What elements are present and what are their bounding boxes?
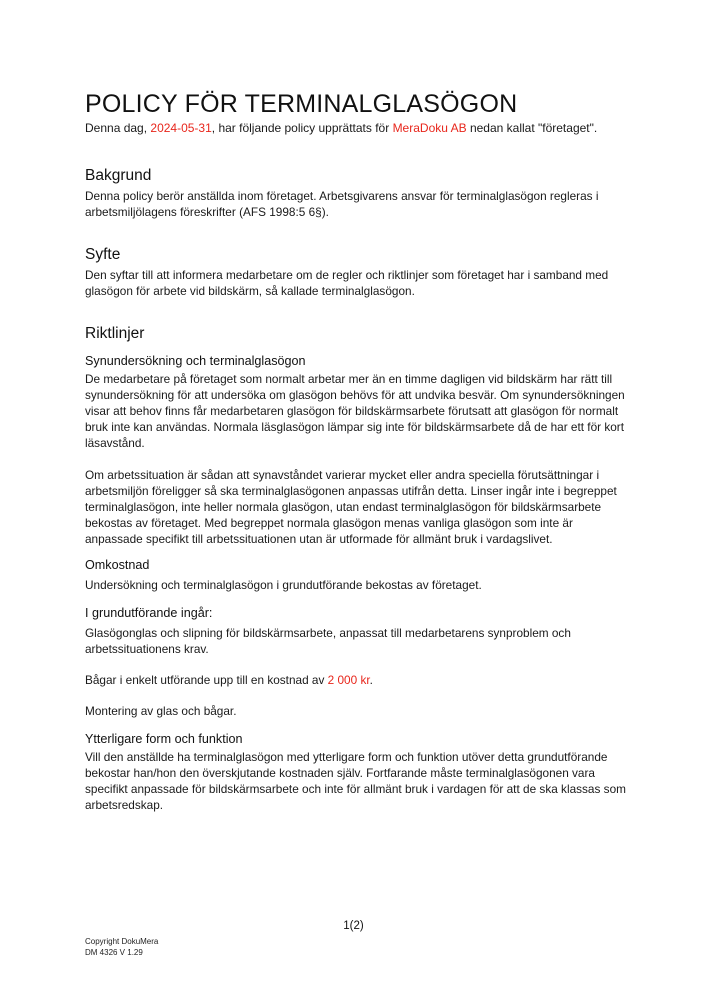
- heading-riktlinjer: Riktlinjer: [85, 325, 145, 342]
- document-id: DM 4326 V 1.29: [85, 948, 143, 957]
- section-syfte: [85, 245, 630, 299]
- item-2-text: Bågar i enkelt utförande upp till en kostnad av: [85, 673, 328, 687]
- intro-pre-date: Denna dag,: [85, 121, 151, 135]
- page-number: 1(2): [343, 920, 364, 932]
- intro-mid: , har följande policy upprättats för: [211, 121, 393, 135]
- item-2-end: .: [369, 673, 373, 687]
- footer-copyright-block: [85, 936, 158, 958]
- heading-grundutforande: I grundutförande ingår:: [85, 606, 213, 620]
- page-title: POLICY FÖR TERMINALGLASÖGON: [85, 90, 518, 118]
- omkostnad-text: Undersökning och terminalglasögon i grundutförande bekostas av företaget.: [85, 578, 482, 592]
- heading-synundersokning: Synundersökning och terminalglasögon: [85, 354, 306, 368]
- frame-cost-amount: 2 000 kr: [327, 673, 370, 687]
- synundersokning-paragraph-2: Om arbetssituation är sådan att synavståndet varierar mycket eller andra speciella förutsättningar i arbetsmiljön föreligger så ska terminalglasögonen anpassas utifrån detta. Linser ingår inte i begreppet terminalglasögon, inte heller normala glasögon, utan endast terminalglasögon för bildskärmsarbete bekostas av företaget. Med begreppet normala glasögon menas vanliga glasögon som inte är anpassade specifikt till arbetssituationen utan är utformade för allmänt bruk i vardagslivet.: [85, 468, 617, 546]
- heading-omkostnad: Omkostnad: [85, 558, 150, 572]
- grundutforande-item-1: Glasögonglas och slipning för bildskärmsarbete, anpassat till medarbetarens synproblem och arbetssituationens krav.: [85, 626, 571, 656]
- heading-ytterligare: Ytterligare form och funktion: [85, 732, 243, 746]
- heading-bakgrund: Bakgrund: [85, 167, 152, 184]
- document-page: [85, 88, 630, 813]
- ytterligare-text: Vill den anställde ha terminalglasögon med ytterligare form och funktion utöver detta grundutförande bekostar han/hon den överskjutande kostnaden själv. Fortfarande måste terminalglasögonen vara specifikt anpassade för bildskärmsarbete och inte för allmänt bruk i vardagen för att de ska klassas som arbetsredskap.: [85, 750, 626, 812]
- syfte-text: Den syftar till att informera medarbetare om de regler och riktlinjer som företaget har i samband med glasögon för arbete vid bildskärm, så kallade terminalglasögon.: [85, 268, 609, 298]
- intro-line: [85, 120, 630, 136]
- company-name: MeraDoku AB: [392, 121, 467, 135]
- synundersokning-paragraph-1: De medarbetare på företaget som normalt arbetar mer än en timme dagligen vid bildskärm har rätt till synundersökning för att undersöka om glasögon behövs för att undvika besvär. Om synundersökningen visar att behov finns får medarbetaren glasögon för bildskärmsarbete förutsatt att glasögon för normalt bruk inte kan användas. Normala läsglasögon lämpar sig inte för bildskärmsarbete då de har ett för kort läsavstånd.: [85, 372, 625, 450]
- grundutforande-item-2: [85, 672, 630, 688]
- copyright-text: Copyright DokuMera: [85, 937, 159, 946]
- bakgrund-text: Denna policy berör anställda inom företaget. Arbetsgivarens ansvar för terminalglasögon regleras i arbetsmiljölagens föreskrifter (AFS 1998:5 6§).: [85, 189, 599, 219]
- section-riktlinjer: [85, 324, 630, 813]
- section-bakgrund: [85, 166, 630, 220]
- intro-post: nedan kallat "företaget".: [466, 121, 598, 135]
- policy-date: 2024-05-31: [150, 121, 212, 135]
- heading-syfte: Syfte: [85, 246, 121, 263]
- grundutforande-item-3: Montering av glas och bågar.: [85, 704, 237, 718]
